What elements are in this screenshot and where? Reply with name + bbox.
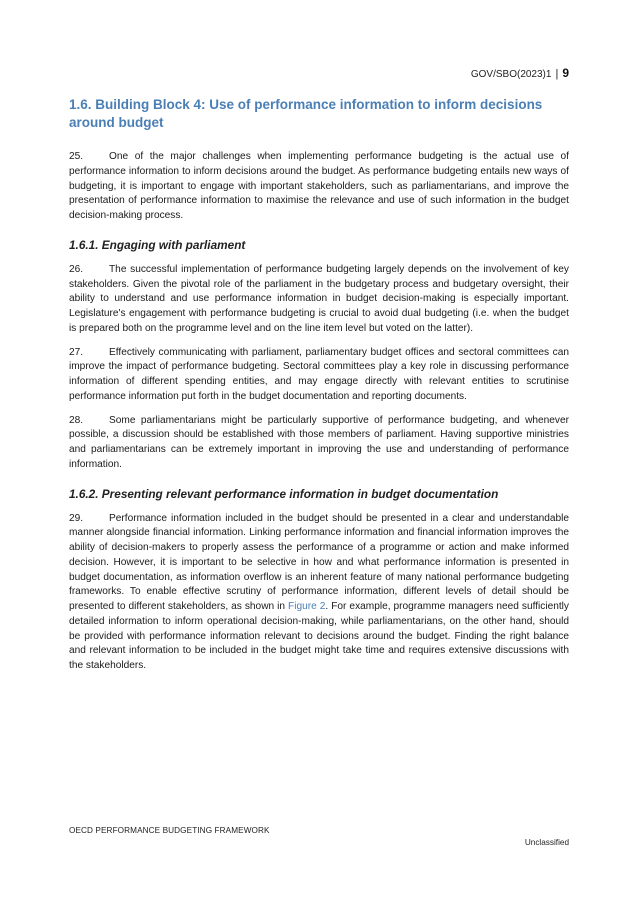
page-number: 9 xyxy=(562,66,569,80)
paragraph-text: The successful implementation of performance budgeting largely depends on the involvement of key stakeholders. Given the pivotal role of the parliament in the budgetary process and budgetary oversight, their ability to understand and use performance information in budget decision-making is especially important. Legislature's engagement with performance budgeting is crucial to avoid dual budgeting (i.e. when the budget is prepared both on the programme level and on the line item level but voted on the latter). xyxy=(69,263,569,334)
page-header xyxy=(471,66,569,80)
header-separator: | xyxy=(555,68,559,80)
paragraph-text: One of the major challenges when implementing performance budgeting is the actual use of performance information to inform decisions around the budget. As performance budgeting entails new ways of budgeting, it is important to engage with important stakeholders, such as parliamentarians, and improve the presentation of performance information to maximise the relevance and use of such information in the budget decision-making process. xyxy=(69,151,569,221)
paragraph-number: 25. xyxy=(69,151,84,162)
paragraph-number: 29. xyxy=(69,512,84,524)
paragraph-number: 26. xyxy=(69,263,84,275)
paragraph-number: 27. xyxy=(69,346,84,358)
subsection-heading-engaging-parliament: 1.6.1. Engaging with parliament xyxy=(69,237,246,252)
paragraph-text: Effectively communicating with parliament, parliamentary budget offices and sectoral committees can improve the impact of performance budgeting. Sectoral committees play a key role in discussing performance information of different spending entities, and may engage directly with relevant entities to scrutinise performance information put forth in the budget documentation and reporting documents. xyxy=(69,346,569,402)
paragraph-text-continued: . For example, programme managers need sufficiently detailed information to inform operational decision-making, while parliamentarians, on the other hand, should be provided with performance information relevant to decisions around the budget. Finding the right balance and relevant information to be included in the budget might take time and requires extensive discussions with the stakeholders. xyxy=(69,601,569,671)
subsection-heading-presenting-information: 1.6.2. Presenting relevant performance information in budget documentation xyxy=(69,486,499,501)
section-heading: 1.6. Building Block 4: Use of performance information to inform decisions around budget xyxy=(69,97,543,130)
page-content xyxy=(69,96,569,683)
footer-title: OECD PERFORMANCE BUDGETING FRAMEWORK xyxy=(69,826,270,835)
classification-label: Unclassified xyxy=(524,838,569,847)
paragraph-27 xyxy=(69,346,569,405)
paragraph-text: Performance information included in the budget should be presented in a clear and understandable manner alongside financial information. Linking performance information and financial information improves the ability of decision-makers to properly assess the performance of a programme or action and make informed decision. However, it is important to be selective in how and what performance information is presented in budget documentation, as information overflow is an inherent feature of many national performance budgeting frameworks. To enable effective scrutiny of performance information, different levels of detail should be presented to different stakeholders, as shown in xyxy=(69,512,569,612)
paragraph-25 xyxy=(69,150,569,224)
paragraph-28 xyxy=(69,414,569,473)
paragraph-number: 28. xyxy=(69,414,84,426)
figure-2-link[interactable]: Figure 2 xyxy=(288,601,326,612)
paragraph-text: Some parliamentarians might be particularly supportive of performance budgeting, and whenever possible, a discussion should be established with those members of parliament. Having supportive ministries and parliamentarians can be extremely important in improving the use and understanding of performance information. xyxy=(69,414,569,470)
paragraph-26 xyxy=(69,263,569,337)
document-reference: GOV/SBO(2023)1 xyxy=(470,69,552,80)
paragraph-29 xyxy=(69,512,569,674)
